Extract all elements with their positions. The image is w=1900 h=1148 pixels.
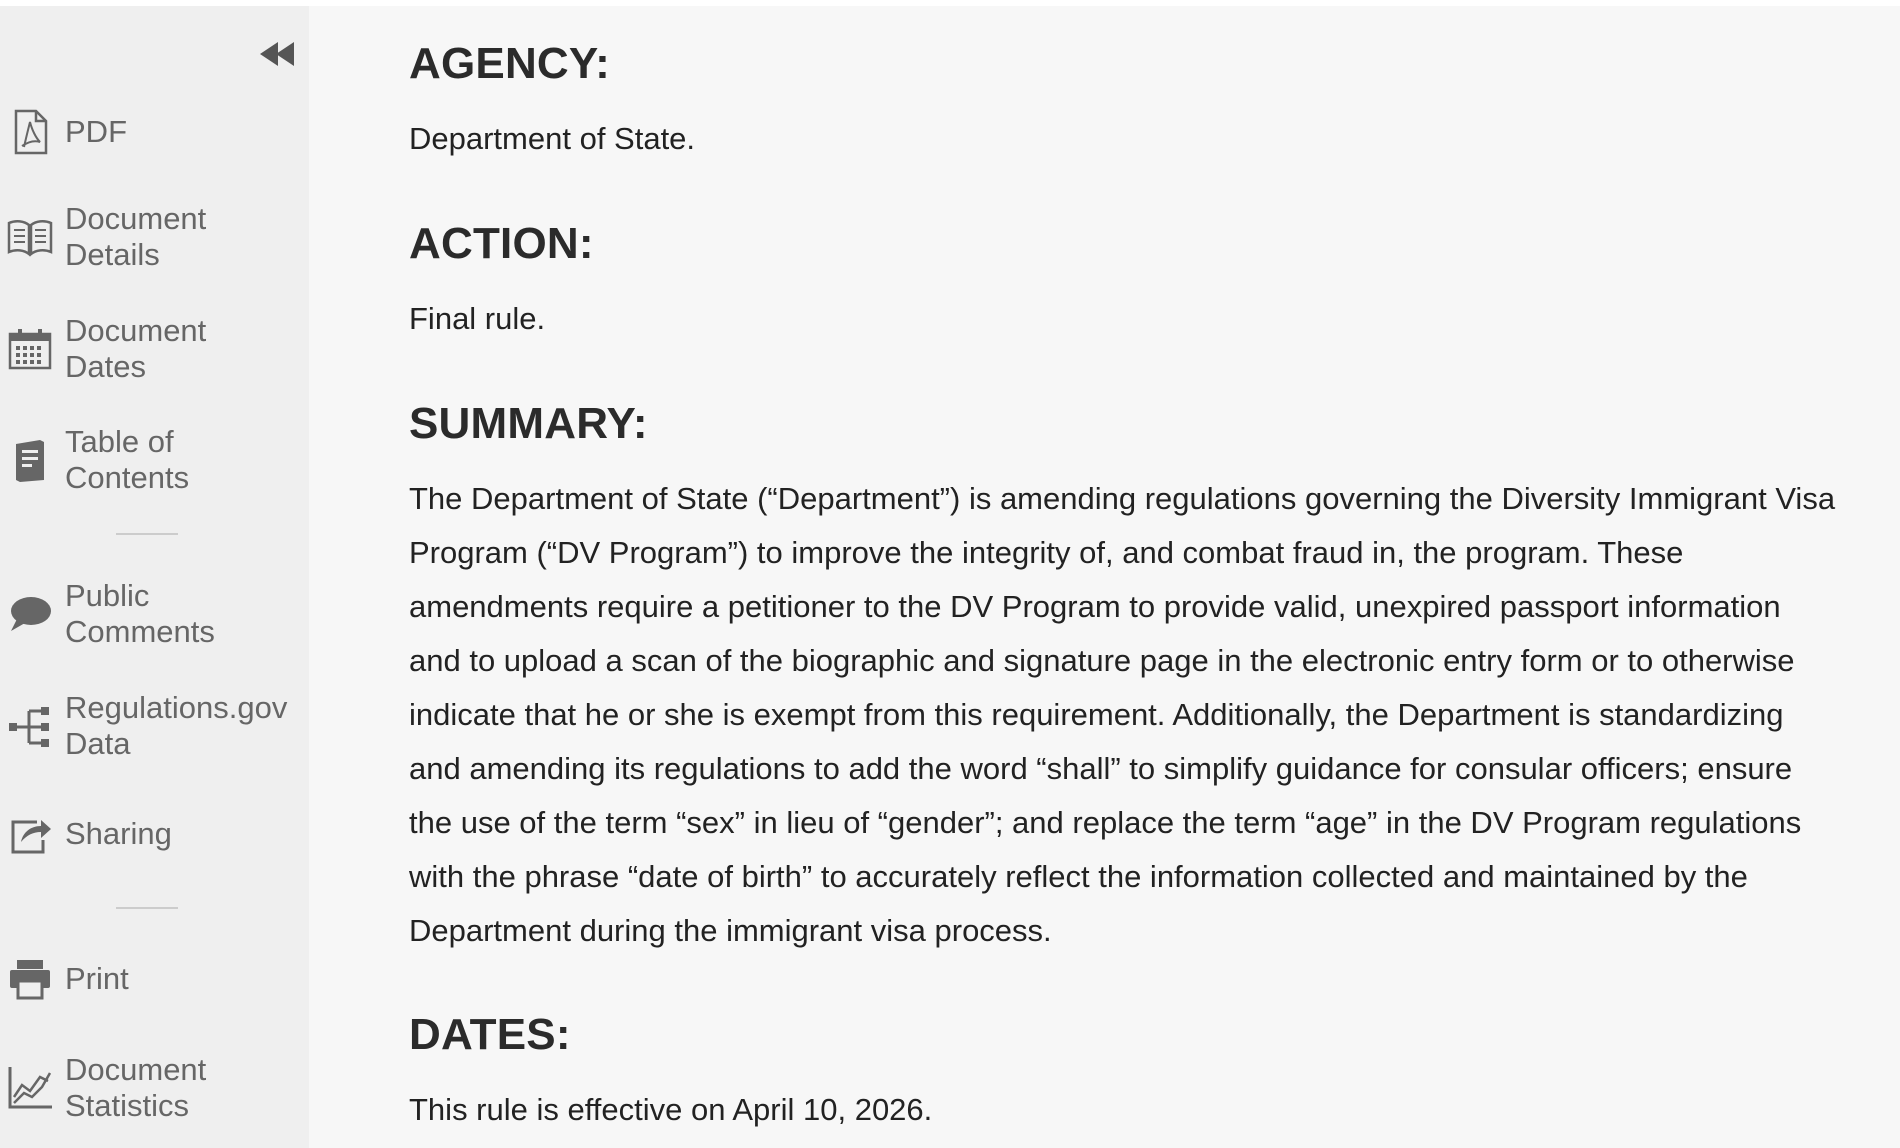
summary-section	[409, 396, 1869, 958]
sidebar-item-document-details[interactable]	[0, 198, 309, 276]
sidebar-item-print[interactable]	[0, 949, 309, 1009]
sidebar-item-label: Document Details	[65, 201, 207, 272]
summary-line: indicate that he or she is exempt from this requirement. Additionally, the Department is standardizing	[409, 697, 1784, 732]
document-content	[309, 6, 1900, 1148]
sidebar-divider	[116, 533, 178, 535]
document-list-icon	[6, 436, 54, 484]
sidebar-item-label: PDF	[65, 114, 127, 149]
sidebar-item-table-of-contents[interactable]	[0, 421, 309, 499]
summary-line: Department during the immigrant visa process.	[409, 913, 1052, 948]
agency-text: Department of State.	[409, 121, 696, 156]
sidebar-item-label: Public Comments	[65, 578, 215, 649]
summary-body	[409, 472, 1869, 958]
speech-bubble-icon	[6, 590, 54, 638]
sidebar-item-label: Print	[65, 961, 129, 996]
sidebar-item-sharing[interactable]	[0, 804, 309, 864]
sidebar-item-label: Table of Contents	[65, 424, 190, 495]
sidebar-item-label: Sharing	[65, 816, 172, 851]
agency-heading: AGENCY:	[409, 39, 611, 88]
document-sidebar	[0, 6, 309, 1148]
double-chevron-left-icon	[256, 36, 300, 72]
sidebar-item-public-comments[interactable]	[0, 575, 309, 653]
sidebar-item-label: Document Statistics	[65, 1052, 207, 1123]
sidebar-item-pdf[interactable]	[0, 102, 309, 162]
printer-icon	[6, 955, 54, 1003]
calendar-icon	[6, 325, 54, 373]
sidebar-item-document-statistics[interactable]	[0, 1049, 309, 1127]
summary-heading: SUMMARY:	[409, 399, 648, 448]
agency-section	[409, 36, 1869, 166]
summary-line: amendments require a petitioner to the DV Program to provide valid, unexpired passport information	[409, 589, 1781, 624]
line-chart-icon	[6, 1064, 54, 1112]
sidebar-divider	[116, 907, 178, 909]
sidebar-item-document-dates[interactable]	[0, 310, 309, 388]
book-open-icon	[6, 213, 54, 261]
action-section	[409, 216, 1869, 346]
summary-line: The Department of State (“Department”) is amending regulations governing the Diversity Immigrant Visa	[409, 481, 1836, 516]
summary-line: the use of the term “sex” in lieu of “gender”; and replace the term “age” in the DV Program regulations	[409, 805, 1802, 840]
tree-branch-icon	[6, 702, 54, 750]
dates-text: This rule is effective on April 10, 2026.	[409, 1092, 933, 1127]
sidebar-item-label: Document Dates	[65, 313, 207, 384]
share-icon	[6, 810, 54, 858]
summary-line: Program (“DV Program”) to improve the integrity of, and combat fraud in, the program. These	[409, 535, 1684, 570]
dates-heading: DATES:	[409, 1010, 571, 1059]
summary-line: and to upload a scan of the biographic and signature page in the electronic entry form or to otherwise	[409, 643, 1795, 678]
sidebar-item-label: Regulations.gov Data	[65, 690, 288, 761]
collapse-sidebar-button[interactable]	[256, 36, 300, 72]
dates-section	[409, 1007, 1869, 1137]
summary-line: and amending its regulations to add the word “shall” to simplify guidance for consular officers; ensure	[409, 751, 1793, 786]
sidebar-item-regulations-gov-data[interactable]	[0, 687, 309, 765]
action-heading: ACTION:	[409, 219, 594, 268]
action-text: Final rule.	[409, 301, 546, 336]
summary-line: with the phrase “date of birth” to accurately reflect the information collected and maintained by the	[409, 859, 1748, 894]
pdf-icon	[6, 108, 54, 156]
